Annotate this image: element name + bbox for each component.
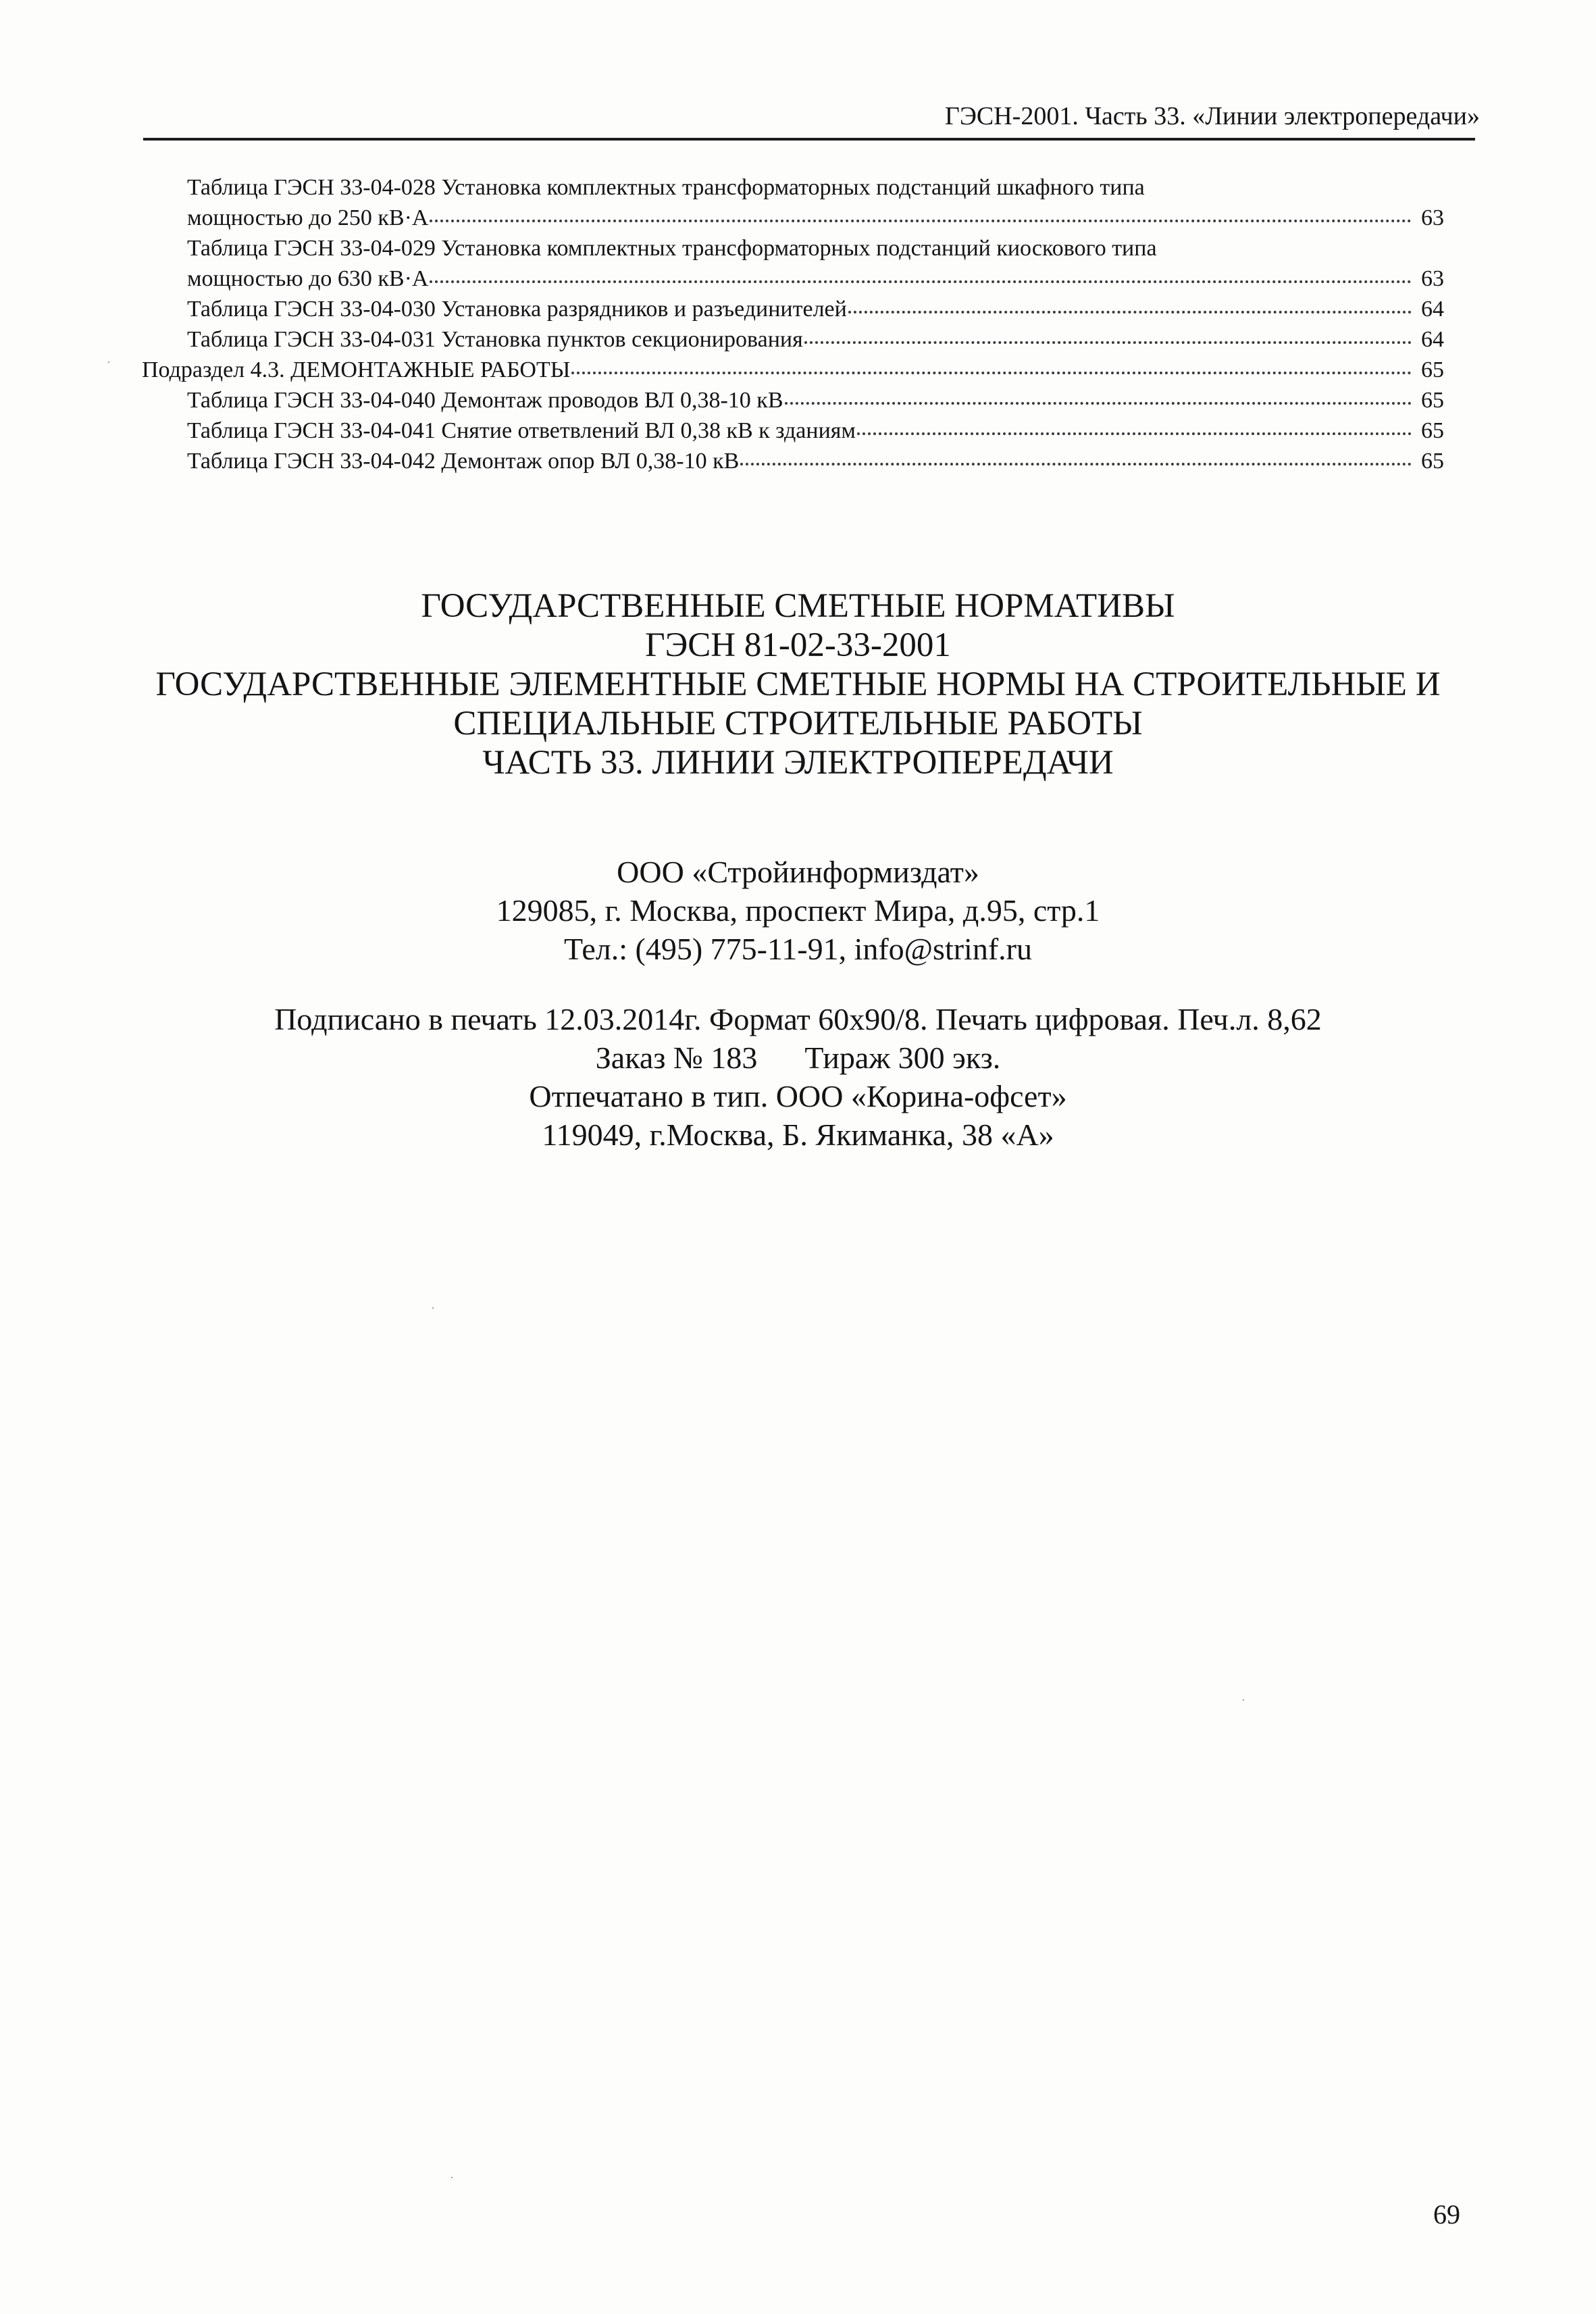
toc-table-entry [142,385,1444,416]
toc-page-number: 65 [1421,357,1444,382]
toc-entry-text: Таблица ГЭСН 33-04-040 Демонтаж проводов ВЛ 0,38-10 кВ [187,388,783,413]
document-title [0,586,1596,782]
toc-leader-dots [430,205,1412,225]
scan-speck [108,361,109,363]
toc-entry-line [187,385,1444,416]
toc-section-entry [142,355,1444,385]
toc-table-entry [142,446,1444,476]
toc-table-entry [142,233,1444,294]
scan-speck [451,2177,453,2178]
title-line: СПЕЦИАЛЬНЫЕ СТРОИТЕЛЬНЫЕ РАБОТЫ [453,705,1143,743]
toc-entry-text: Подраздел 4.3. ДЕМОНТАЖНЫЕ РАБОТЫ [142,357,571,382]
title-line: ГЭСН 81-02-33-2001 [645,626,951,664]
toc-entry-text: Таблица ГЭСН 33-04-031 Установка пунктов секционирования [187,327,803,352]
toc-leader-dots [785,387,1412,407]
toc-table-entry [142,416,1444,446]
toc-entry-text: мощностью до 630 кВ·А [187,266,429,291]
toc-page-number: 65 [1421,418,1444,443]
imprint-order-line [0,1038,1596,1077]
publisher-name: ООО «Стройинформиздат» [617,855,979,889]
toc-entry-text: Таблица ГЭСН 33-04-029 Установка комплектных трансформаторных подстанций киоскового типа [187,236,1157,261]
toc-entry-line [187,446,1444,476]
title-line: ГОСУДАРСТВЕННЫЕ ЭЛЕМЕНТНЫЕ СМЕТНЫЕ НОРМЫ НА СТРОИТЕЛЬНЫЕ И [155,665,1441,703]
toc-entry-text: Таблица ГЭСН 33-04-042 Демонтаж опор ВЛ 0,38-10 кВ [187,449,740,474]
toc-page-number: 64 [1421,297,1444,322]
publisher-address: 129085, г. Москва, проспект Мира, д.95, стр.1 [496,893,1100,928]
toc-entry-line [142,355,1444,385]
toc-table-entry [142,324,1444,355]
imprint-info [0,1000,1596,1154]
table-of-contents [142,172,1444,476]
toc-entry-line [187,203,1444,233]
toc-leader-dots [804,326,1412,347]
order-number: Заказ № 183 [595,1040,758,1075]
scan-speck [1243,1699,1244,1701]
header-rule [143,138,1475,141]
toc-page-number: 63 [1421,266,1444,291]
toc-page-number: 63 [1421,205,1444,230]
toc-leader-dots [430,266,1412,286]
page-number: 69 [1433,2199,1460,2230]
toc-leader-dots [740,448,1412,468]
title-line: ЧАСТЬ 33. ЛИНИИ ЭЛЕКТРОПЕРЕДАЧИ [482,744,1114,782]
toc-entry-text: мощностью до 250 кВ·А [187,205,429,230]
toc-leader-dots [571,357,1412,377]
toc-entry-text: Таблица ГЭСН 33-04-028 Установка комплектных трансформаторных подстанций шкафного типа [187,175,1145,200]
toc-table-entry [142,172,1444,233]
printer-name: Отпечатано в тип. ООО «Корина-офсет» [529,1079,1067,1113]
publisher-info [0,853,1596,968]
title-line: ГОСУДАРСТВЕННЫЕ СМЕТНЫЕ НОРМАТИВЫ [421,587,1175,625]
toc-entry-text: Таблица ГЭСН 33-04-030 Установка разрядников и разъединителей [187,297,847,322]
print-run: Тираж 300 экз. [804,1040,1001,1075]
toc-leader-dots [857,418,1412,438]
imprint-signed: Подписано в печать 12.03.2014г. Формат 60х90/8. Печать цифровая. Печ.л. 8,62 [274,1002,1322,1036]
running-header: ГЭСН-2001. Часть 33. «Линии электропередачи» [944,102,1480,130]
toc-leader-dots [848,296,1412,316]
toc-page-number: 65 [1421,388,1444,413]
toc-entry-line [187,263,1444,294]
toc-entry-line [187,324,1444,355]
toc-page-number: 64 [1421,327,1444,352]
toc-entry-text: Таблица ГЭСН 33-04-041 Снятие ответвлений ВЛ 0,38 кВ к зданиям [187,418,856,443]
toc-entry-line [187,416,1444,446]
toc-page-number: 65 [1421,449,1444,474]
toc-table-entry [142,294,1444,324]
toc-entry-line [187,294,1444,324]
printer-address: 119049, г.Москва, Б. Якиманка, 38 «А» [542,1117,1054,1152]
publisher-contacts: Тел.: (495) 775-11-91, info@strinf.ru [564,932,1032,966]
scan-speck [432,1307,434,1309]
